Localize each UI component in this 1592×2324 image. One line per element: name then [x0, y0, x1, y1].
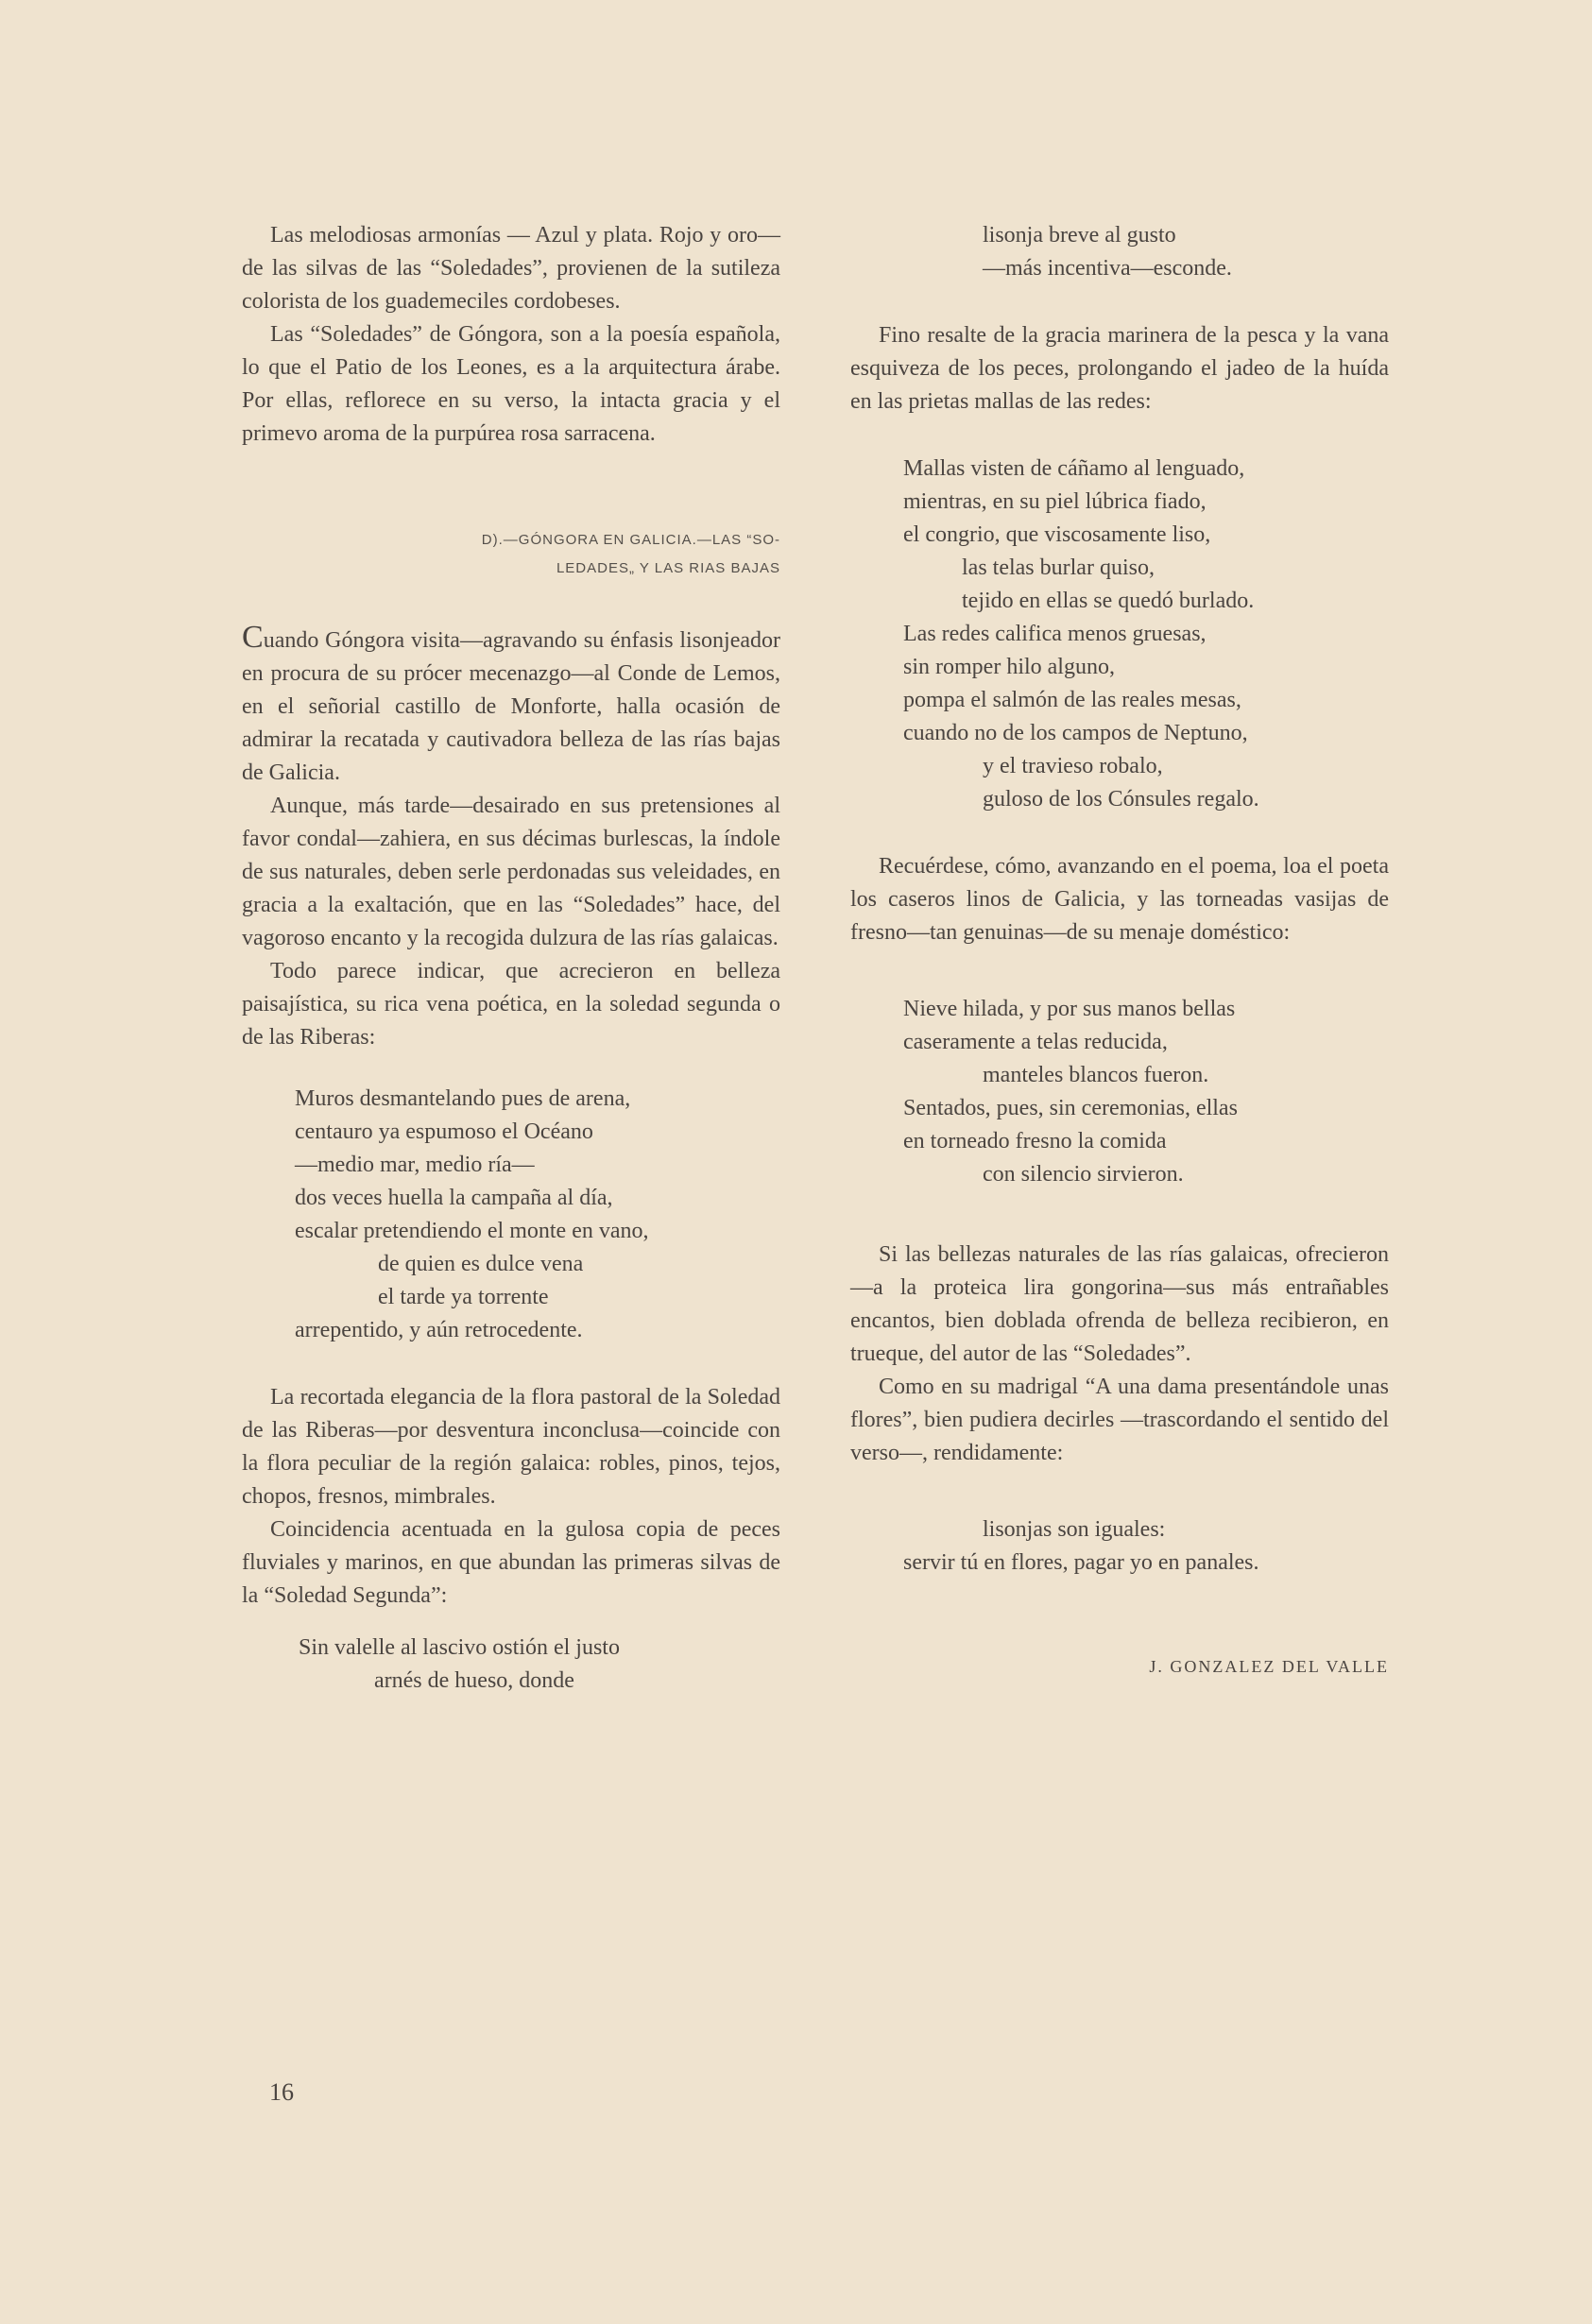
verse-line: Nieve hilada, y por sus manos bellas — [903, 997, 1236, 1021]
verse-line: y el travieso robalo, — [983, 754, 1163, 778]
verse-line: dos veces huella la campaña al día, — [295, 1186, 613, 1210]
paragraph: Fino resalte de la gracia marinera de la pesca y la vana esquiveza de los peces, prolongando el jadeo de la huída en las prietas mallas de las redes: — [850, 323, 1389, 414]
verse-line: con silencio sirvieron. — [983, 1162, 1184, 1187]
page-number: 16 — [269, 2078, 294, 2106]
verse-line: tejido en ellas se quedó burlado. — [962, 589, 1255, 613]
verse-line: lisonja breve al gusto — [983, 223, 1176, 248]
verse-line: Muros desmantelando pues de arena, — [295, 1086, 631, 1111]
paragraph: Las “Soledades” de Góngora, son a la poesía española, lo que el Patio de los Leones, es a la arquitectura árabe. Por ellas, reflorece en su verso, la intacta gracia y el primevo aroma de la purpúrea rosa sarracena. — [242, 322, 780, 446]
paragraph-text: uando Góngora visita—agravando su énfasis lisonjeador en procura de su prócer mecenazgo—al Conde de Lemos, en el señorial castillo de Monforte, halla ocasión de admirar la recatada y cautivadora belleza de las rías bajas de Galicia. — [242, 628, 780, 785]
verse-line: de quien es dulce vena — [378, 1252, 584, 1276]
verse-line: servir tú en flores, pagar yo en panales. — [903, 1550, 1259, 1575]
verse-line: Sin valelle al lascivo ostión el justo — [299, 1635, 620, 1660]
verse-line: Mallas visten de cáñamo al lenguado, — [903, 456, 1245, 481]
verse-line: sin romper hilo alguno, — [903, 655, 1115, 679]
verse-line: arrepentido, y aún retrocedente. — [295, 1318, 583, 1342]
paragraph: Aunque, más tarde—desairado en sus pretensiones al favor condal—zahiera, en sus décimas burlescas, la índole de sus naturales, deben serle perdonadas sus veleidades, en gracia a la exaltación, que en las “Soledades” hace, del vagoroso encanto y la recogida dulzura de las rías galaicas. — [242, 794, 780, 950]
verse-block — [850, 993, 1389, 1191]
verse-line: Sentados, pues, sin ceremonias, ellas — [903, 1096, 1238, 1120]
verse-line: guloso de los Cónsules regalo. — [983, 787, 1259, 812]
verse-line: —medio mar, medio ría— — [295, 1153, 535, 1177]
paragraph: Todo parece indicar, que acrecieron en belleza paisajística, su rica vena poética, en la soledad segunda o de las Riberas: — [242, 959, 780, 1050]
paragraph: La recortada elegancia de la flora pastoral de la Soledad de las Riberas—por desventura inconclusa—coincide con la flora peculiar de la región galaica: robles, pinos, tejos, chopos, fresnos, mimbrales. — [242, 1385, 780, 1509]
verse-line: —más incentiva—esconde. — [983, 256, 1232, 281]
verse-line: las telas burlar quiso, — [962, 555, 1155, 580]
verse-block — [850, 453, 1389, 816]
verse-line: cuando no de los campos de Neptuno, — [903, 721, 1248, 745]
verse-block — [850, 219, 1389, 285]
verse-line: caseramente a telas reducida, — [903, 1030, 1168, 1054]
verse-line: manteles blancos fueron. — [983, 1063, 1209, 1087]
initial-letter: C — [242, 620, 264, 655]
verse-block — [242, 1632, 780, 1698]
section-heading-line: D).—GÓNGORA EN GALICIA.—LAS “SO- — [481, 532, 780, 548]
section-heading-line: LEDADES„ Y LAS RIAS BAJAS — [556, 560, 780, 576]
verse-line: centauro ya espumoso el Océano — [295, 1119, 593, 1144]
paragraph: Recuérdese, cómo, avanzando en el poema, loa el poeta los caseros linos de Galicia, y las torneadas vasijas de fresno—tan genuinas—de su menaje doméstico: — [850, 854, 1389, 945]
paragraph: Como en su madrigal “A una dama presentándole unas flores”, bien pudiera decirles —trascordando el sentido del verso—, rendidamente: — [850, 1375, 1389, 1465]
verse-line: lisonjas son iguales: — [983, 1517, 1166, 1542]
verse-line: mientras, en su piel lúbrica fiado, — [903, 489, 1207, 514]
paragraph: Las melodiosas armonías — Azul y plata. Rojo y oro—de las silvas de las “Soledades”, provienen de la sutileza colorista de los guademeciles cordobeses. — [242, 223, 780, 314]
section-heading — [242, 526, 780, 583]
verse-line: en torneado fresno la comida — [903, 1129, 1167, 1153]
verse-line: el congrio, que viscosamente liso, — [903, 522, 1211, 547]
verse-line: escalar pretendiendo el monte en vano, — [295, 1219, 649, 1243]
verse-line: Las redes califica menos gruesas, — [903, 622, 1207, 646]
paragraph — [242, 621, 780, 790]
verse-block — [850, 1513, 1389, 1580]
verse-block — [242, 1083, 780, 1347]
right-column — [850, 219, 1389, 1677]
paragraph: Si las bellezas naturales de las rías galaicas, ofrecieron—a la proteica lira gongorina—sus más entrañables encantos, bien doblada ofrenda de belleza recibieron, en trueque, del autor de las “Soledades”. — [850, 1242, 1389, 1366]
verse-line: pompa el salmón de las reales mesas, — [903, 688, 1241, 712]
verse-line: el tarde ya torrente — [378, 1285, 549, 1309]
paragraph: Coincidencia acentuada en la gulosa copia de peces fluviales y marinos, en que abundan las primeras silvas de la “Soledad Segunda”: — [242, 1517, 780, 1608]
left-column — [242, 219, 780, 1698]
verse-line: arnés de hueso, donde — [374, 1668, 574, 1693]
author-signature: J. GONZALEZ DEL VALLE — [1149, 1657, 1389, 1676]
